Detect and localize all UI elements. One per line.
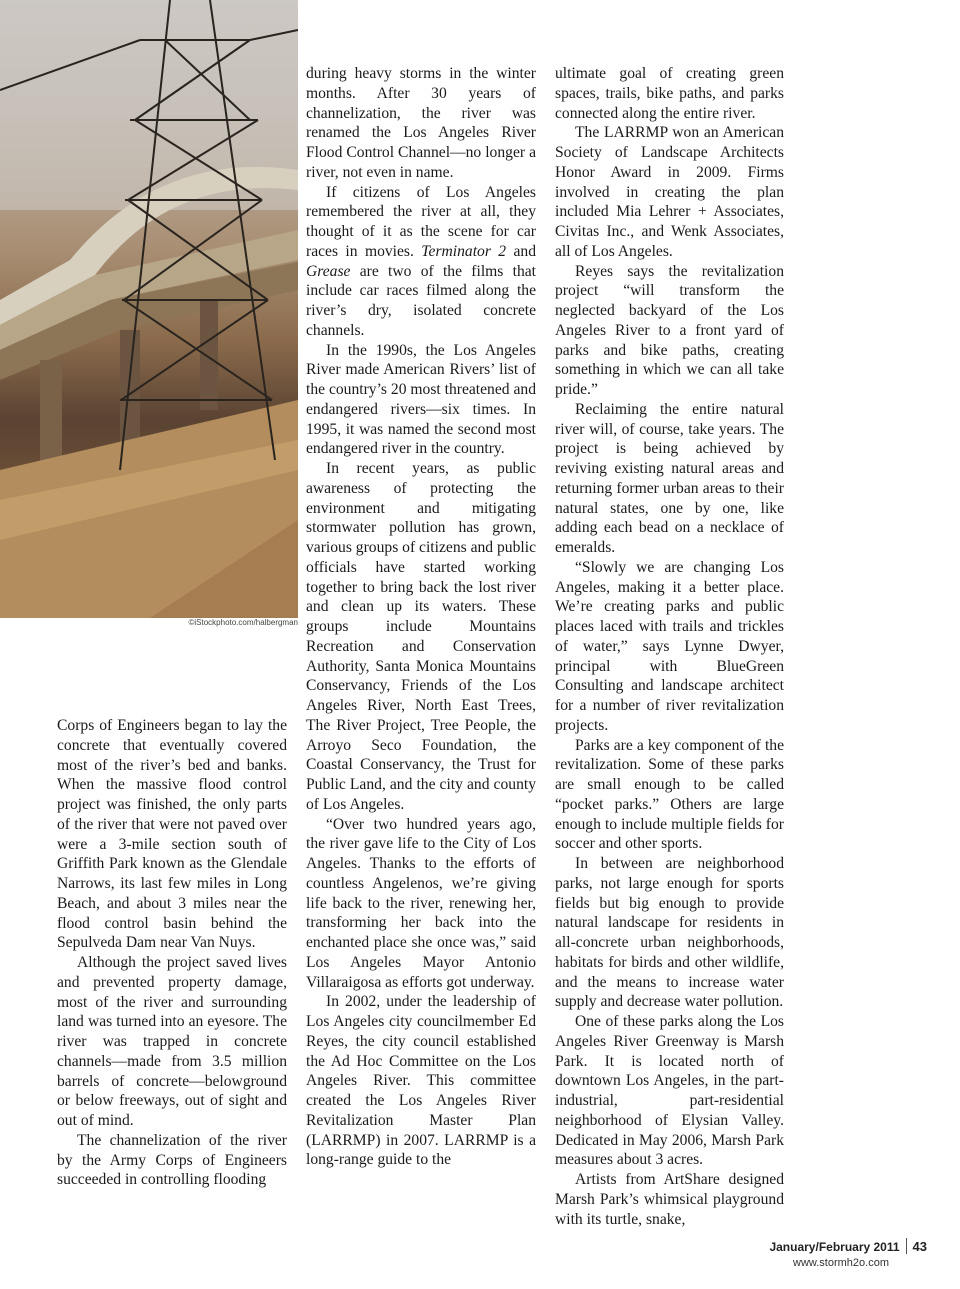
photo-credit: ©iStockphoto.com/halbergman bbox=[188, 618, 298, 627]
paragraph: Reclaiming the entire natural river will, of course, take years. The project is being achieved by reviving existing natural areas and returning former urban areas to their natural states, one by one, like adding each bead on a necklace of emeralds. bbox=[555, 400, 784, 556]
paragraph: ultimate goal of creating green spaces, trails, bike paths, and parks connected along the entire river. bbox=[555, 65, 784, 122]
bridge-illustration bbox=[0, 0, 298, 618]
article-column-2 bbox=[306, 64, 536, 1170]
article-column-3 bbox=[555, 64, 784, 1229]
film-title: Grease bbox=[306, 262, 351, 280]
footer-divider bbox=[906, 1238, 907, 1254]
paragraph: In 2002, under the leadership of Los Angeles city councilmember Ed Reyes, the city council established the Ad Hoc Committee on the Los Angeles River. This committee created the Los Angeles River Revitalization Master Plan (LARRMP) in 2007. LARRMP is a long-range guide to the bbox=[306, 993, 536, 1169]
paragraph: during heavy storms in the winter months. After 30 years of channelization, the river was renamed the Los Angeles River Flood Control Channel—no longer a river, not even in name. bbox=[306, 65, 536, 181]
page-footer bbox=[769, 1238, 927, 1269]
paragraph: Parks are a key component of the revitalization. Some of these parks are small enough to be called “pocket parks.” Others are large enough to include multiple fields for soccer and other sports. bbox=[555, 736, 784, 853]
paragraph: Reyes says the revitalization project “will transform the neglected backyard of the Los Angeles River to a front yard of parks and bike paths, creating something in which we can all take pride.” bbox=[555, 262, 784, 398]
page-number: 43 bbox=[912, 1239, 927, 1254]
paragraph: Artists from ArtShare designed Marsh Park’s whimsical playground with its turtle, snake, bbox=[555, 1171, 784, 1228]
paragraph: “Over two hundred years ago, the river gave life to the City of Los Angeles. Thanks to the efforts of countless Angelenos, we’re giving life back to the river, renewing her, transforming her back into the enchanted place she once was,” said Los Angeles Mayor Antonio Villaraigosa as efforts got underway. bbox=[306, 815, 536, 991]
paragraph: “Slowly we are changing Los Angeles, making it a better place. We’re creating parks and public places laced with trails and trickles of water,” says Lynne Dwyer, principal with BlueGreen Consulting and landscape architect for a number of river revitalization projects. bbox=[555, 558, 784, 734]
issue-date: January/February 2011 bbox=[769, 1240, 900, 1254]
film-title: Terminator 2 bbox=[421, 242, 507, 260]
paragraph: The channelization of the river by the Army Corps of Engineers succeeded in controlling flooding bbox=[57, 1131, 287, 1189]
paragraph: In recent years, as public awareness of protecting the environment and mitigating stormwater pollution has grown, various groups of citizens and public officials have started working together to bring back the lost river and clean up its waters. These groups include Mountains Recreation and Conservation Authority, Santa Monica Mountains Conservancy, Friends of the Los Angeles River, North East Trees, The River Project, Tree People, the Arroyo Seco Foundation, the Coastal Conservancy, the Trust for Public Land, and the city and county of Los Angeles. bbox=[306, 460, 536, 813]
bridge-photo bbox=[0, 0, 298, 618]
paragraph: In the 1990s, the Los Angeles River made American Rivers’ list of the country’s 20 most threatened and endangered rivers—six times. In 1995, it was named the second most endangered river in the country. bbox=[306, 341, 536, 458]
website-url: www.stormh2o.com bbox=[793, 1257, 889, 1269]
paragraph: If citizens of Los Angeles remembered the river at all, they thought of it as the scene for car races in movies. Terminator 2 and Grease are two of the films that include car races filmed along the river’s dry, isolated concrete channels. bbox=[306, 183, 537, 339]
paragraph: Although the project saved lives and prevented property damage, most of the river and surrounding land was turned into an eyesore. The river was trapped in concrete channels—made from 3.5 million barrels of concrete—belowground or below freeways, out of sight and out of mind. bbox=[57, 954, 287, 1129]
paragraph: In between are neighborhood parks, not large enough for sports fields but big enough to provide natural landscape for residents in all-concrete urban neighborhoods, habitats for birds and other wildlife, and the means to increase water supply and decrease water pollution. bbox=[555, 855, 784, 1011]
article-column-1 bbox=[57, 716, 287, 1190]
paragraph: One of these parks along the Los Angeles River Greenway is Marsh Park. It is located north of downtown Los Angeles, in the part-industrial, part-residential neighborhood of Elysian Valley. Dedicated in May 2006, Marsh Park measures about 3 acres. bbox=[555, 1013, 784, 1169]
paragraph: Corps of Engineers began to lay the concrete that eventually covered most of the river’s bed and banks. When the massive flood control project was finished, the only parts of the river that were not paved over were a 3-mile section south of Griffith Park known as the Glendale Narrows, its last few miles in Long Beach, and about 3 miles near the flood control basin behind the Sepulveda Dam near Van Nuys. bbox=[57, 717, 287, 952]
paragraph: The LARRMP won an American Society of Landscape Architects Honor Award in 2009. Firms involved in creating the plan included Mia Lehrer + Associates, Civitas Inc., and Wenk Associates, all of Los Angeles. bbox=[555, 124, 784, 260]
